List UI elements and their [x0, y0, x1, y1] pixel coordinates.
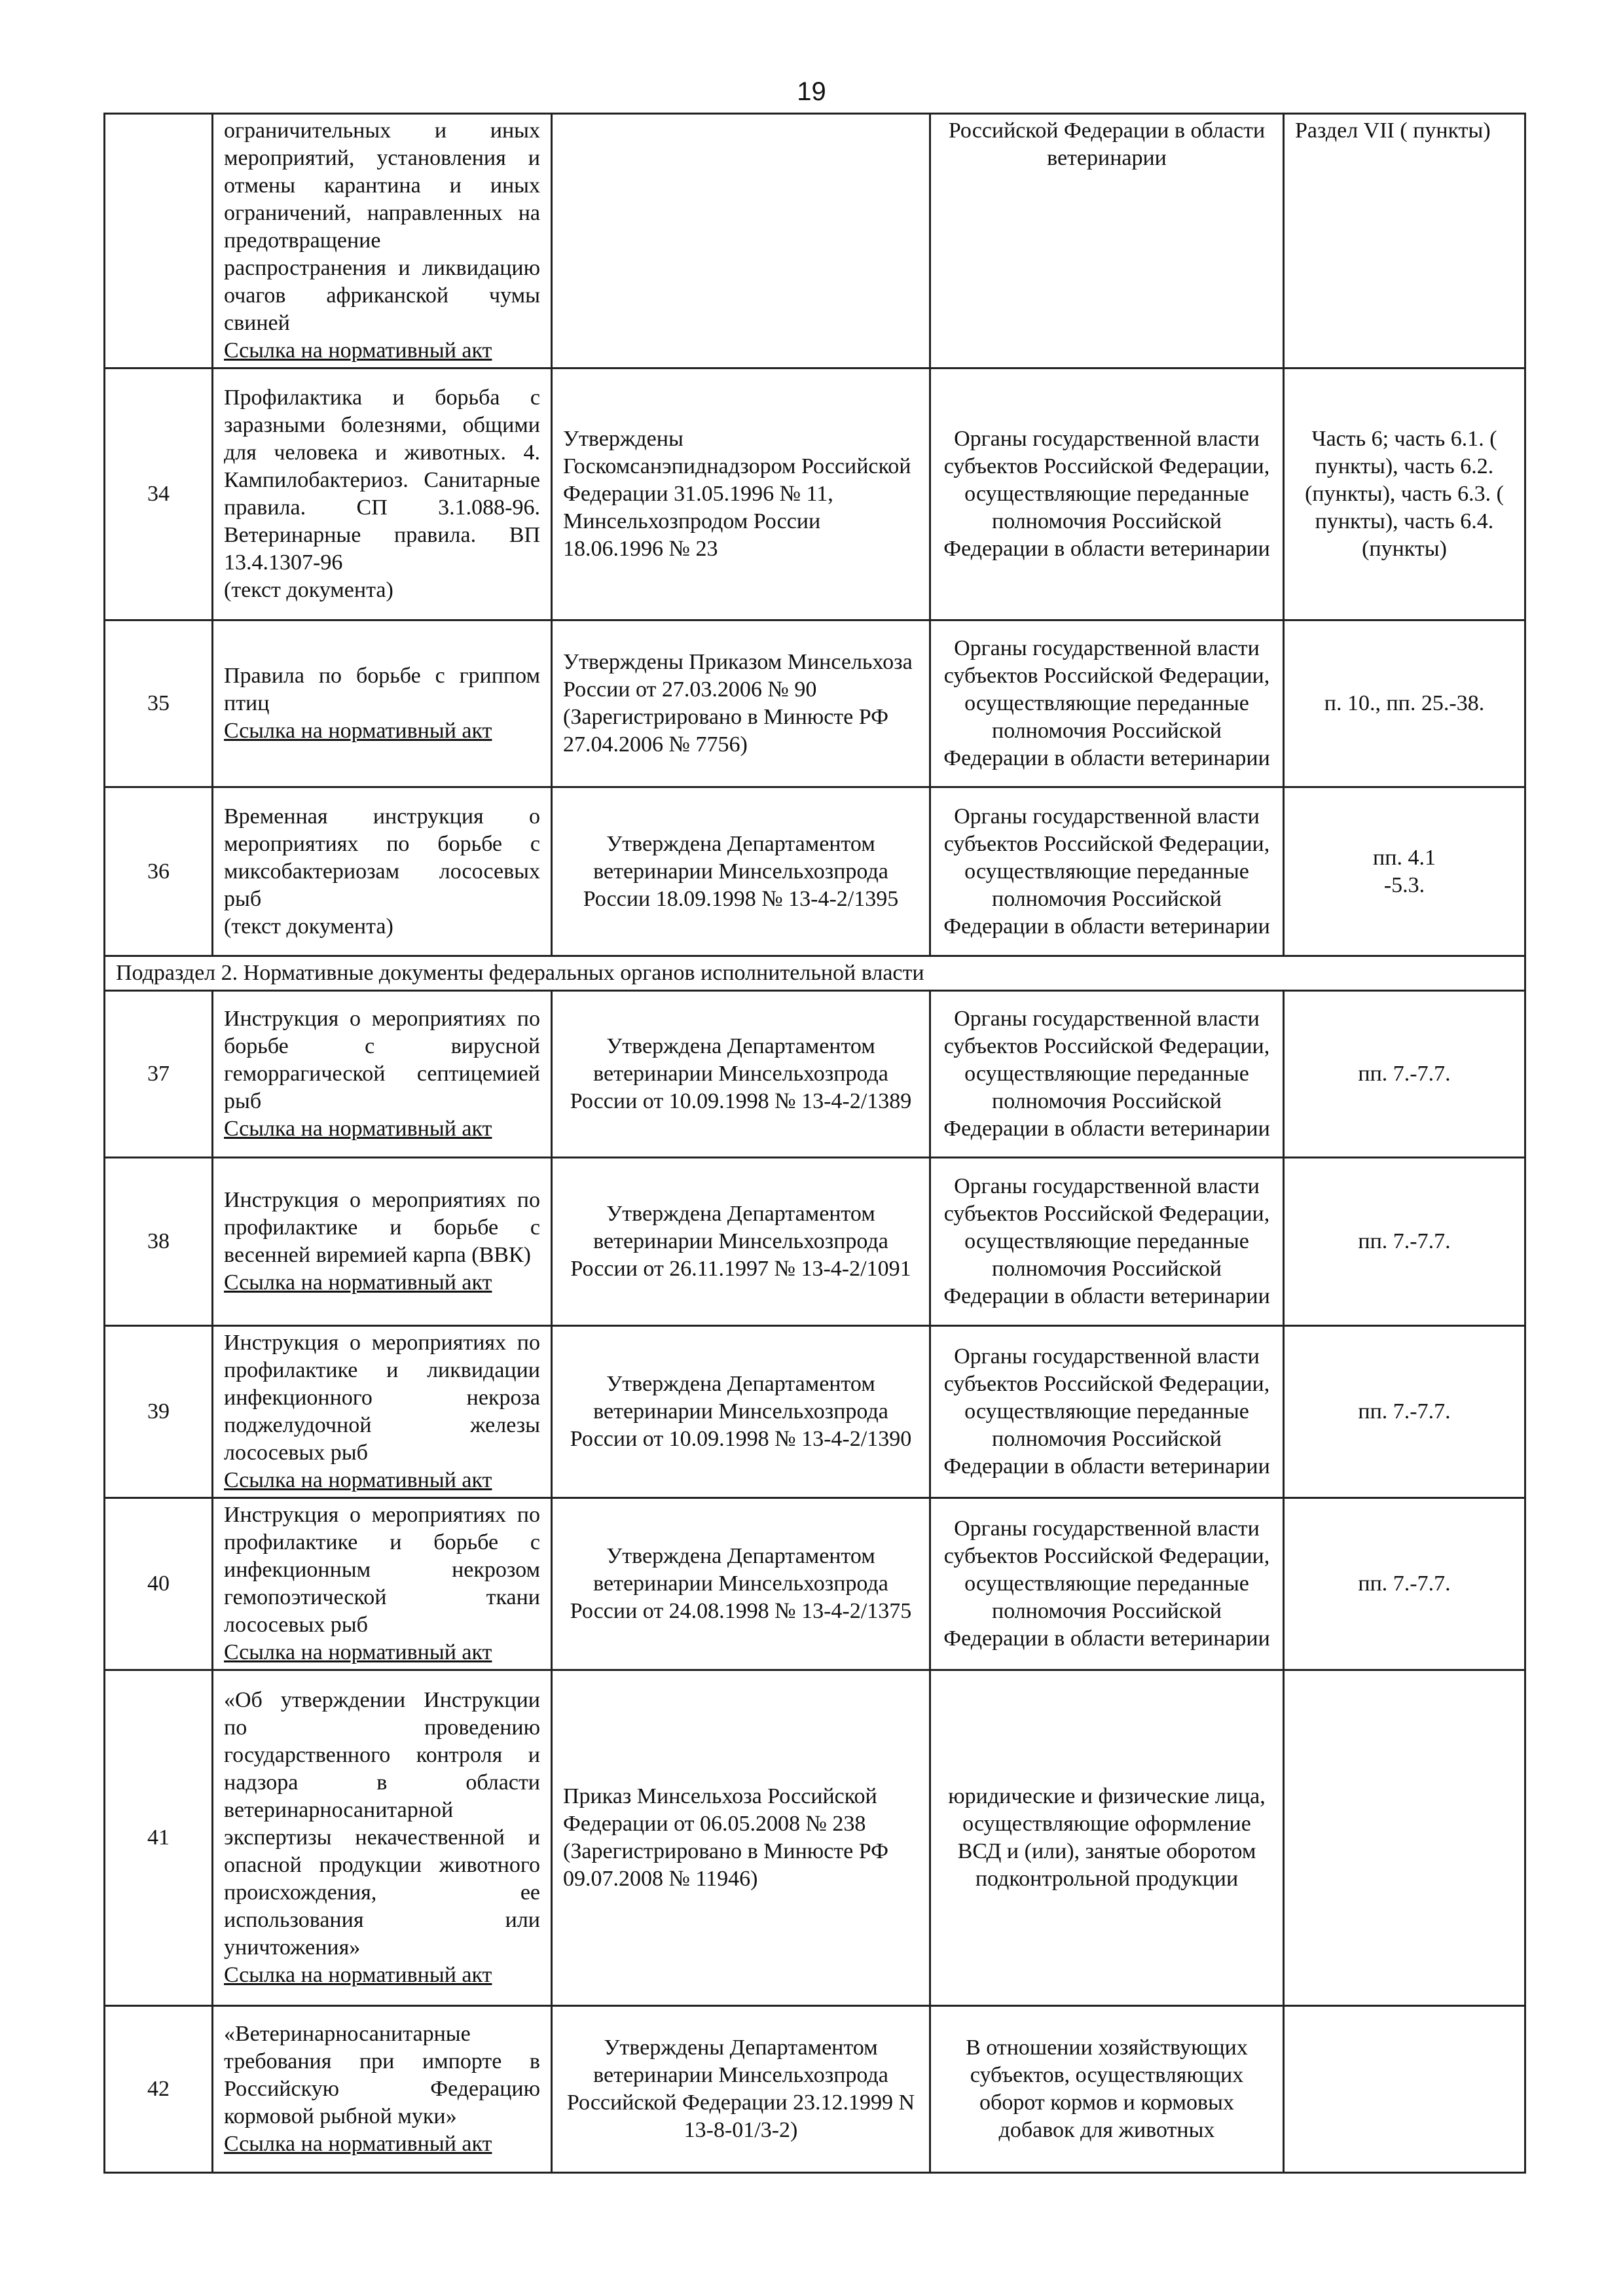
- normative-act-link[interactable]: Ссылка на нормативный акт: [224, 1640, 492, 1664]
- normative-act-link[interactable]: Ссылка на нормативный акт: [224, 1117, 492, 1141]
- row-number: 38: [105, 1158, 213, 1326]
- document-name: Инструкция о мероприятиях по профилактике и борьбе с инфекционным некрозом гемопоэтической ткани лососевых рыб: [224, 1503, 540, 1637]
- parts-line-1: пп. 4.1: [1373, 845, 1436, 870]
- parts-reference: [1284, 2006, 1525, 2173]
- applies-to: В отношении хозяйствующих субъектов, осуществляющих оборот кормов и кормовых добавок для животных: [930, 2006, 1284, 2173]
- row-number: 39: [105, 1326, 213, 1498]
- approved-by: Утверждена Департаментом ветеринарии Минсельхозпрода России от 10.09.1998 № 13-4-2/1390: [552, 1326, 930, 1498]
- parts-reference: Раздел VII ( пункты): [1284, 114, 1525, 368]
- row-number: 35: [105, 620, 213, 787]
- document-name: Инструкция о мероприятиях по профилактике и ликвидации инфекционного некроза поджелудочной железы лососевых рыб: [224, 1331, 540, 1465]
- document-name: Профилактика и борьба с заразными болезнями, общими для человека и животных. 4. Кампилобактериоз. Санитарные правила. СП 3.1.088-96. Ветеринарные правила. ВП 13.4.1307-96: [224, 386, 540, 575]
- applies-to: Органы государственной власти субъектов Российской Федерации, осуществляющие переданные полномочия Российской Федерации в области ветеринарии: [930, 368, 1284, 620]
- parts-line-2: -5.3.: [1383, 872, 1425, 897]
- document-name: ограничительных и иных мероприятий, установления и отмены карантина и иных ограничений, направленных на предотвращение распространения и ликвидацию очагов африканской чумы свиней: [224, 118, 540, 335]
- document-name: Инструкция о мероприятиях по профилактике и борьбе с весенней виремией карпа (ВВК): [224, 1188, 540, 1267]
- row-number: 37: [105, 991, 213, 1158]
- approved-by: [552, 114, 930, 368]
- applies-to: Российской Федерации в области ветеринарии: [930, 114, 1284, 368]
- parts-reference: Часть 6; часть 6.1. ( пункты), часть 6.2. (пункты), часть 6.3. ( пункты), часть 6.4. (пункты): [1284, 368, 1525, 620]
- applies-to: юридические и физические лица, осуществляющие оформление ВСД и (или), занятые оборотом подконтрольной продукции: [930, 1670, 1284, 2006]
- normative-act-link[interactable]: Ссылка на нормативный акт: [224, 719, 492, 743]
- parts-reference: пп. 7.-7.7.: [1284, 991, 1525, 1158]
- table-row: [105, 1326, 1525, 1498]
- subsection-row: [105, 956, 1525, 991]
- approved-by: Утверждены Департаментом ветеринарии Минсельхозпрода Российской Федерации 23.12.1999 N 13-8-01/3-2): [552, 2006, 930, 2173]
- row-number: 42: [105, 2006, 213, 2173]
- document-name: Инструкция о мероприятиях по борьбе с вирусной геморрагической септицемией рыб: [224, 1007, 540, 1113]
- applies-to: Органы государственной власти субъектов Российской Федерации, осуществляющие переданные полномочия Российской Федерации в области ветеринарии: [930, 1498, 1284, 1670]
- parts-reference: пп. 7.-7.7.: [1284, 1498, 1525, 1670]
- approved-by: Приказ Минсельхоза Российской Федерации от 06.05.2008 № 238 (Зарегистрировано в Минюсте РФ 09.07.2008 № 11946): [552, 1670, 930, 2006]
- row-number: 36: [105, 787, 213, 956]
- regulations-table: [103, 113, 1526, 2174]
- document-name: Правила по борьбе с гриппом птиц: [224, 664, 540, 715]
- normative-act-link[interactable]: Ссылка на нормативный акт: [224, 338, 492, 363]
- normative-act-link[interactable]: Ссылка на нормативный акт: [224, 1963, 492, 1987]
- approved-by: Утверждена Департаментом ветеринарии Минсельхозпрода России от 24.08.1998 № 13-4-2/1375: [552, 1498, 930, 1670]
- approved-by: Утверждена Департаментом ветеринарии Минсельхозпрода России от 10.09.1998 № 13-4-2/1389: [552, 991, 930, 1158]
- applies-to: Органы государственной власти субъектов Российской Федерации, осуществляющие переданные полномочия Российской Федерации в области ветеринарии: [930, 1326, 1284, 1498]
- approved-by: Утверждены Госкомсанэпиднадзором Российской Федерации 31.05.1996 № 11, Минсельхозпродом России 18.06.1996 № 23: [552, 368, 930, 620]
- row-number: 41: [105, 1670, 213, 2006]
- table-row: [105, 1498, 1525, 1670]
- normative-act-link[interactable]: Ссылка на нормативный акт: [224, 1270, 492, 1295]
- applies-to: Органы государственной власти субъектов Российской Федерации, осуществляющие переданные полномочия Российской Федерации в области ветеринарии: [930, 787, 1284, 956]
- applies-to: Органы государственной власти субъектов Российской Федерации, осуществляющие переданные полномочия Российской Федерации в области ветеринарии: [930, 991, 1284, 1158]
- applies-to: Органы государственной власти субъектов Российской Федерации, осуществляющие переданные полномочия Российской Федерации в области ветеринарии: [930, 1158, 1284, 1326]
- document-name: «Ветеринарносанитарные требования при импорте в Российскую Федерацию кормовой рыбной муки»: [224, 2022, 540, 2128]
- normative-act-link[interactable]: Ссылка на нормативный акт: [224, 1468, 492, 1492]
- applies-to: Органы государственной власти субъектов Российской Федерации, осуществляющие переданные полномочия Российской Федерации в области ветеринарии: [930, 620, 1284, 787]
- approved-by: Утверждены Приказом Минсельхоза России от 27.03.2006 № 90 (Зарегистрировано в Минюсте РФ 27.04.2006 № 7756): [552, 620, 930, 787]
- document-name: «Об утверждении Инструкции по проведению государственного контроля и надзора в области ветеринарносанитарной экспертизы некачественной и опасной продукции животного происхождения, ее использования или уничтожения»: [224, 1688, 540, 1960]
- row-number: 34: [105, 368, 213, 620]
- approved-by: Утверждена Департаментом ветеринарии Минсельхозпрода России 18.09.1998 № 13-4-2/1395: [552, 787, 930, 956]
- parts-reference: [1284, 1670, 1525, 2006]
- row-number: [105, 114, 213, 368]
- table-row: [105, 368, 1525, 620]
- parts-reference: пп. 7.-7.7.: [1284, 1158, 1525, 1326]
- page-number: 19: [797, 77, 826, 106]
- normative-act-link[interactable]: Ссылка на нормативный акт: [224, 2132, 492, 2156]
- approved-by: Утверждена Департаментом ветеринарии Минсельхозпрода России от 26.11.1997 № 13-4-2/1091: [552, 1158, 930, 1326]
- table-row: [105, 620, 1525, 787]
- table-row: [105, 1670, 1525, 2006]
- table-row: [105, 2006, 1525, 2173]
- document-name: Временная инструкция о мероприятиях по борьбе с миксобактериозам лососевых рыб: [224, 804, 540, 911]
- table-row: [105, 787, 1525, 956]
- parts-reference: пп. 7.-7.7.: [1284, 1326, 1525, 1498]
- document-text-note: (текст документа): [224, 914, 393, 939]
- parts-reference: п. 10., пп. 25.-38.: [1284, 620, 1525, 787]
- table-row: [105, 991, 1525, 1158]
- row-number: 40: [105, 1498, 213, 1670]
- subsection-title: Подраздел 2. Нормативные документы федеральных органов исполнительной власти: [105, 956, 1525, 991]
- table-row: [105, 1158, 1525, 1326]
- document-text-note: (текст документа): [224, 578, 393, 602]
- table-row: [105, 114, 1525, 368]
- parts-reference: [1284, 787, 1525, 956]
